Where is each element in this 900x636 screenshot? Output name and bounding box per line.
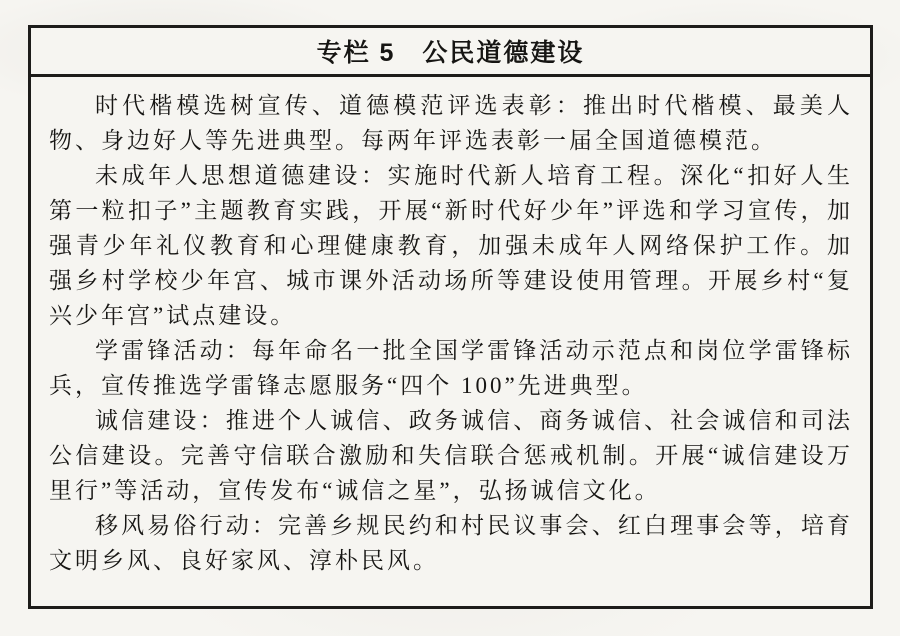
paragraph-changing-customs: 移风易俗行动：完善乡规民约和村民议事会、红白理事会等，培育文明乡风、良好家风、淳朴民风。	[49, 513, 853, 573]
paragraph-role-models: 时代楷模选树宣传、道德模范评选表彰：推出时代楷模、最美人物、身边好人等先进典型。每两年评选表彰一届全国道德模范。	[49, 93, 853, 153]
paragraph-learn-from-leifeng: 学雷锋活动：每年命名一批全国学雷锋活动示范点和岗位学雷锋标兵，宣传推选学雷锋志愿服务“四个 100”先进典型。	[49, 338, 853, 398]
column-title-bar	[31, 28, 870, 77]
paragraph-minors-moral-education: 未成年人思想道德建设：实施时代新人培育工程。深化“扣好人生第一粒扣子”主题教育实践，开展“新时代好少年”评选和学习宣传，加强青少年礼仪教育和心理健康教育，加强未成年人网络保护工作。加强乡村学校少年宫、城市课外活动场所等建设使用管理。开展乡村“复兴少年宫”试点建设。	[49, 163, 853, 328]
paragraph-integrity-building: 诚信建设：推进个人诚信、政务诚信、商务诚信、社会诚信和司法公信建设。完善守信联合激励和失信联合惩戒机制。开展“诚信建设万里行”等活动，宣传发布“诚信之星”，弘扬诚信文化。	[49, 408, 853, 503]
column-title: 专栏 5 公民道德建设	[316, 39, 585, 67]
column-body	[31, 77, 870, 578]
column-box	[28, 25, 873, 609]
